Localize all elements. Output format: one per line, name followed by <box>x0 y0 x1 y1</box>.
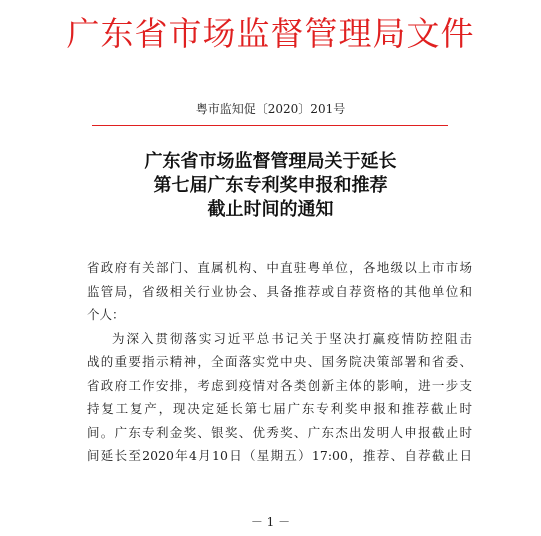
body-line: 省政府工作安排，考虑到疫情对各类创新主体的影响，进一步支 <box>87 377 472 393</box>
title-line: 截止时间的通知 <box>207 199 334 220</box>
addressee-line: 省政府有关部门、直属机构、中直驻粤单位，各地级以上市市场 <box>87 260 472 275</box>
body-line: 持复工复产，现决定延长第七届广东专利奖申报和推荐截止时 <box>87 401 472 416</box>
addressee-line: 个人： <box>87 307 125 322</box>
document-number: 粤市监知促〔2020〕201号 <box>195 102 346 116</box>
page-number: － 1 － <box>250 515 291 529</box>
body-paragraph <box>87 327 472 468</box>
title-line: 第七届广东专利奖申报和推荐 <box>153 175 388 196</box>
addressee-paragraph <box>87 256 472 327</box>
red-separator-line <box>92 125 448 126</box>
body-line: 为深入贯彻落实习近平总书记关于坚决打赢疫情防控阻击 <box>112 330 472 346</box>
body-line: 战的重要指示精神，全面落实党中央、国务院决策部署和省委、 <box>87 354 472 369</box>
notice-body <box>87 256 472 468</box>
body-line: 间。广东专利金奖、银奖、优秀奖、广东杰出发明人申报截止时 <box>87 424 472 440</box>
issuer-masthead: 广东省市场监督管理局文件 <box>66 14 475 53</box>
body-line: 间延长至2020年4月10日（星期五）17:00，推荐、自荐截止日 <box>87 448 472 463</box>
title-line: 广东省市场监督管理局关于延长 <box>144 151 397 172</box>
notice-title <box>0 150 541 222</box>
addressee-line: 监管局，省级相关行业协会、具备推荐或自荐资格的其他单位和 <box>87 283 472 299</box>
